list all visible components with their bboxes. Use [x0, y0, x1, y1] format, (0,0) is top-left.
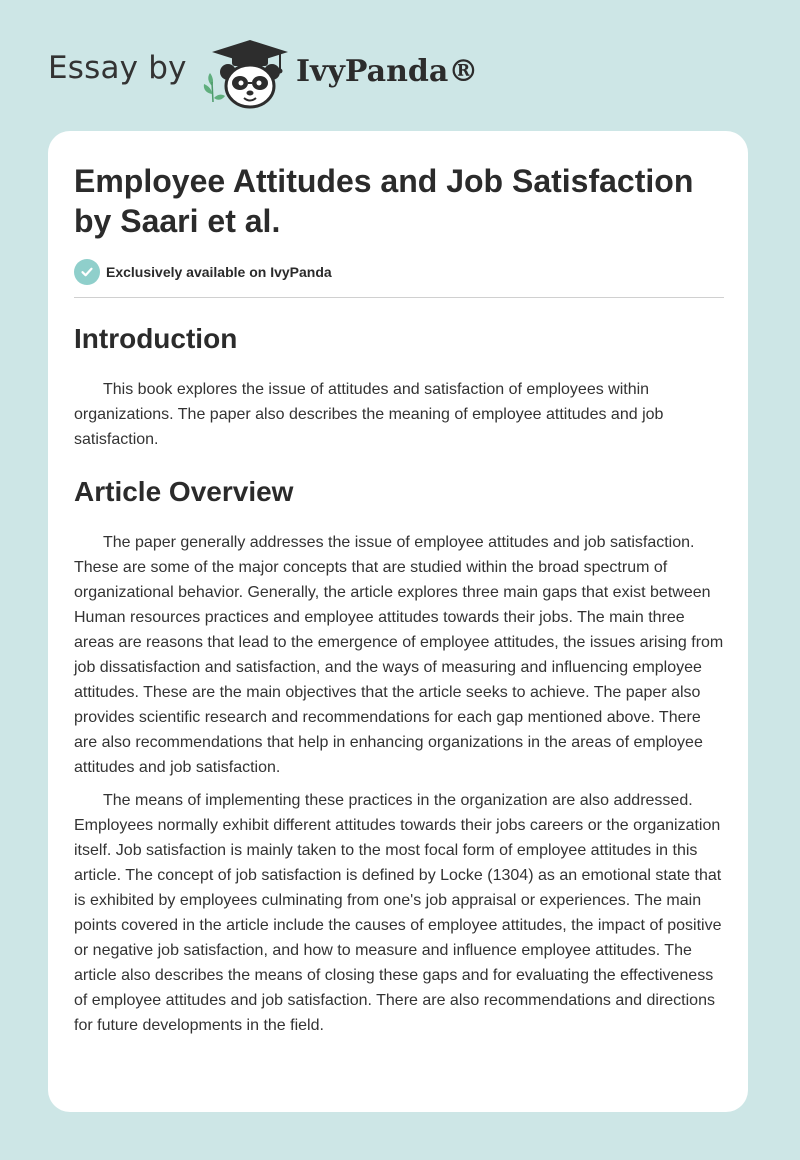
exclusive-badge: [74, 257, 724, 287]
essay-content: [74, 131, 724, 1038]
introduction-paragraph: This book explores the issue of attitudes and satisfaction of employees within organizations. The paper also describes the meaning of employee attitudes and job satisfaction.: [74, 381, 664, 448]
brand-prefix: Essay by: [48, 50, 187, 86]
section-heading-introduction: Introduction: [74, 323, 238, 354]
check-circle-icon: [74, 259, 100, 285]
overview-paragraph-2: The means of implementing these practices in the organization are also addressed. Employees normally exhibit different attitudes towards their jobs careers or the organization itself. Job satisfaction is mainly taken to the most focal form of employee attitudes in this article. The concept of job satisfaction is defined by Locke (1304) as an emotional state that is exhibited by employees culminating from one's job appraisal or experiences. The main points covered in the article include the causes of employee attitudes, the impact of positive or negative job satisfaction, and how to measure and influence employee attitudes. The article also describes the means of closing these gaps and for evaluating the effectiveness of employee attitudes and job satisfaction. There are also recommendations and directions for future developments in the field.: [74, 792, 722, 1034]
brand-name[interactable]: IvyPanda®: [296, 54, 479, 89]
overview-paragraph-1: The paper generally addresses the issue of employee attitudes and job satisfaction. These are some of the major concepts that are studied within the broad spectrum of organizational behavior. Generally, the article explores three main gaps that exist between Human resources practices and employee attitudes towards their jobs. The main three areas are reasons that lead to the emergence of employee attitudes, the issues arising from job dissatisfaction and satisfaction, and the ways of measuring and influencing employee attitudes. These are the main objectives that the article seeks to achieve. The paper also provides scientific research and recommendations for each gap mentioned above. There are also recommendations that help in enhancing organizations in the areas of employee attitudes and job satisfaction.: [74, 534, 724, 776]
page-title: Employee Attitudes and Job Satisfaction by Saari et al.: [74, 163, 694, 239]
panda-graduate-logo-icon[interactable]: [200, 36, 292, 110]
essay-card: [48, 131, 748, 1112]
exclusive-badge-text: Exclusively available on IvyPanda: [106, 264, 332, 280]
section-heading-article-overview: Article Overview: [74, 476, 294, 507]
title-divider: [74, 297, 724, 298]
site-header: [0, 0, 800, 120]
